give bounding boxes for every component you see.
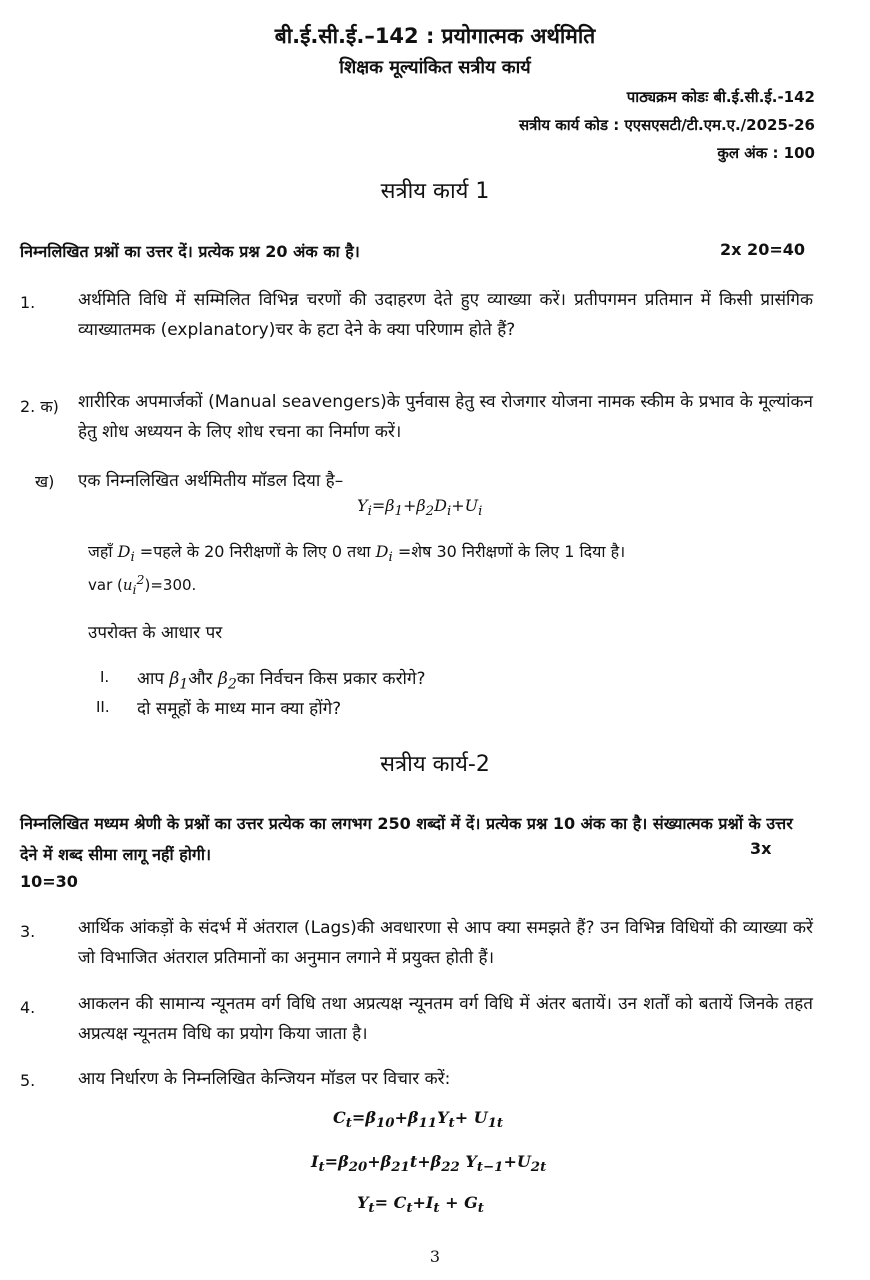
consumption-equation: $C_t=\beta_{10}+\beta_{11}Y_t+ U_{1t}$ <box>333 1108 504 1132</box>
dummy-variable-1: $D_i$ <box>117 542 135 566</box>
where-mid1: =पहले के 20 निरीक्षणों के लिए 0 तथा <box>139 542 371 561</box>
course-code: पाठ्यक्रम कोडः बी.ई.सी.ई.-142 <box>626 88 815 106</box>
sub1-line <box>137 666 426 692</box>
q2a-text: शारीरिक अपमार्जकों (Manual seavengers)के पुर्नवास हेतु स्व रोजगार योजना नामक स्कीम के प्रभाव के मूल्यांकन हेतु शोध अध्ययन के लिए शोध रचना का निर्माण करें। <box>78 392 813 442</box>
beta2-symbol: $\beta_2$ <box>218 669 237 693</box>
q4-text: आकलन की सामान्य न्यूनतम वर्ग विधि तथा अप्रत्यक्ष न्यूनतम वर्ग विधि में अंतर बतायें। उन शर्तों को बतायें जिनके तहत अप्रत्यक्ष न्यूनतम विधि का प्रयोग किया जाता है। <box>78 994 813 1044</box>
dummy-variable-2: $D_i$ <box>375 542 393 566</box>
section2-instruction: निम्नलिखित मध्यम श्रेणी के प्रश्नों का उत्तर प्रत्येक का लगभग 250 शब्दों में दें। प्रत्येक प्रश्न 10 अंक का है। संख्यात्मक प्रश्नों के उत्तर देने में शब्द सीमा लागू नहीं होगी। <box>20 814 793 864</box>
section1-marks: 2x 20=40 <box>720 240 805 259</box>
income-identity: $Y_t= C_t+I_t + G_t$ <box>357 1193 484 1217</box>
q2-number: 2. क) <box>20 397 59 416</box>
where-prefix: जहाँ <box>88 542 113 561</box>
beta1-symbol: $\beta_1$ <box>169 669 189 693</box>
q3-number: 3. <box>20 922 36 941</box>
q5-number: 5. <box>20 1071 36 1090</box>
investment-equation: $I_t=\beta_{20}+\beta_{21}t+\beta_{22}$ $Y_{t-1}+U_{2t}$ <box>311 1152 547 1176</box>
q4-number: 4. <box>20 998 36 1017</box>
section2-marks-b: 10=30 <box>20 872 78 891</box>
q5-text: आय निर्धारण के निम्नलिखित केन्जियन मॉडल पर विचार करें: <box>78 1069 451 1089</box>
document-title: बी.ई.सी.ई.–142 : प्रयोगात्मक अर्थमिति <box>274 24 596 48</box>
section1-title: सत्रीय कार्य 1 <box>380 179 490 204</box>
section2-title: सत्रीय कार्य-2 <box>380 752 490 777</box>
q2b-text: एक निम्नलिखित अर्थमितीय मॉडल दिया है– <box>78 471 344 491</box>
assignment-code: सत्रीय कार्य कोड : एएसएसटी/टी.एम.ए./2025-26 <box>519 116 815 134</box>
section1-instruction: निम्नलिखित प्रश्नों का उत्तर दें। प्रत्येक प्रश्न 20 अंक का है। <box>20 242 360 261</box>
sub1-number: I. <box>100 668 110 686</box>
sub1-a: आप <box>137 669 165 689</box>
total-marks: कुल अंक : 100 <box>717 144 815 162</box>
sub1-c: का निर्वचन किस प्रकार करोगे? <box>236 669 426 689</box>
section2-marks-a: 3x <box>750 839 772 858</box>
q1-number: 1. <box>20 293 36 312</box>
where-mid2: =शेष 30 निरीक्षणों के लिए 1 दिया है। <box>397 542 626 561</box>
variance-value: )=300. <box>144 576 197 594</box>
sub2-text: दो समूहों के माध्य मान क्या होंगे? <box>137 699 342 719</box>
sub1-b: और <box>188 669 213 689</box>
where-line <box>88 540 625 565</box>
sub2-number: II. <box>96 698 110 716</box>
variance-line: var $(u_i^2)=300$. <box>88 572 197 597</box>
q2b-label: ख) <box>35 472 55 491</box>
document-subtitle: शिक्षक मूल्यांकित सत्रीय कार्य <box>339 57 531 78</box>
model-equation: $Y_i=\beta_1+\beta_2D_i+U_i$ <box>357 496 483 520</box>
q1-text: अर्थमिति विधि में सम्मिलित विभिन्न चरणों की उदाहरण देते हुए व्याख्या करें। प्रतीपगमन प्रतिमान में किसी प्रासंगिक व्याख्यातमक (explanatory)चर के हटा देने के क्या परिणाम होते हैं? <box>78 290 813 340</box>
based-on-text: उपरोक्त के आधार पर <box>88 623 223 643</box>
q3-text: आर्थिक आंकड़ों के संदर्भ में अंतराल (Lags)की अवधारणा से आप क्या समझते हैं? उन विभिन्न विधियों की व्याख्या करें जो विभाजित अंतराल प्रतिमानों का अनुमान लगाने में प्रयुक्त होती हैं। <box>78 918 813 968</box>
page-number: 3 <box>429 1247 441 1266</box>
